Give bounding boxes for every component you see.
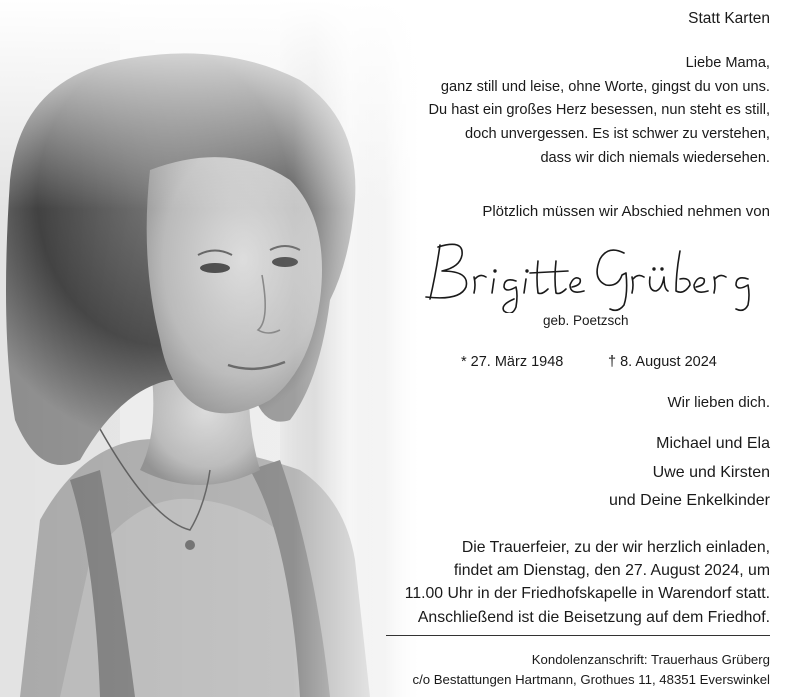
service-info xyxy=(405,536,770,629)
family-list xyxy=(609,430,770,516)
poem-line: Liebe Mama, xyxy=(685,55,770,71)
birth-name: geb. Poetzsch xyxy=(543,313,629,328)
farewell-intro: Plötzlich müssen wir Abschied nehmen von xyxy=(482,203,770,220)
death-date: † 8. August 2024 xyxy=(608,354,717,370)
deceased-name-signature xyxy=(418,233,773,313)
service-line: Anschließend ist die Beisetzung auf dem Friedhof. xyxy=(417,608,770,626)
love-line: Wir lieben dich. xyxy=(667,394,770,411)
poem-line: ganz still und leise, ohne Worte, gingst du von uns. xyxy=(440,78,770,95)
header-title: Statt Karten xyxy=(688,10,770,27)
family-member: Uwe und Kirsten xyxy=(652,463,770,481)
condolence-address xyxy=(413,650,771,690)
poem-line: doch unvergessen. Es ist schwer zu verstehen, xyxy=(464,126,770,143)
signature-graphic xyxy=(418,233,773,313)
service-line: Die Trauerfeier, zu der wir herzlich einladen, xyxy=(461,539,770,556)
divider xyxy=(386,635,770,636)
poem xyxy=(429,52,771,171)
birth-date: * 27. März 1948 xyxy=(461,354,564,370)
contact-line: Kondolenzanschrift: Trauerhaus Grüberg xyxy=(531,652,770,667)
contact-line: c/o Bestattungen Hartmann, Grothues 11, 48351 Everswinkel xyxy=(412,672,770,687)
family-member: und Deine Enkelkinder xyxy=(609,492,770,509)
family-member: Michael und Ela xyxy=(656,435,770,452)
poem-line: dass wir dich niemals wiedersehen. xyxy=(540,149,770,166)
service-line: findet am Dienstag, den 27. August 2024, um xyxy=(453,562,770,580)
poem-line: Du hast ein großes Herz besessen, nun steht es still, xyxy=(428,102,770,119)
service-line: 11.00 Uhr in der Friedhofskapelle in Warendorf statt. xyxy=(404,585,770,603)
